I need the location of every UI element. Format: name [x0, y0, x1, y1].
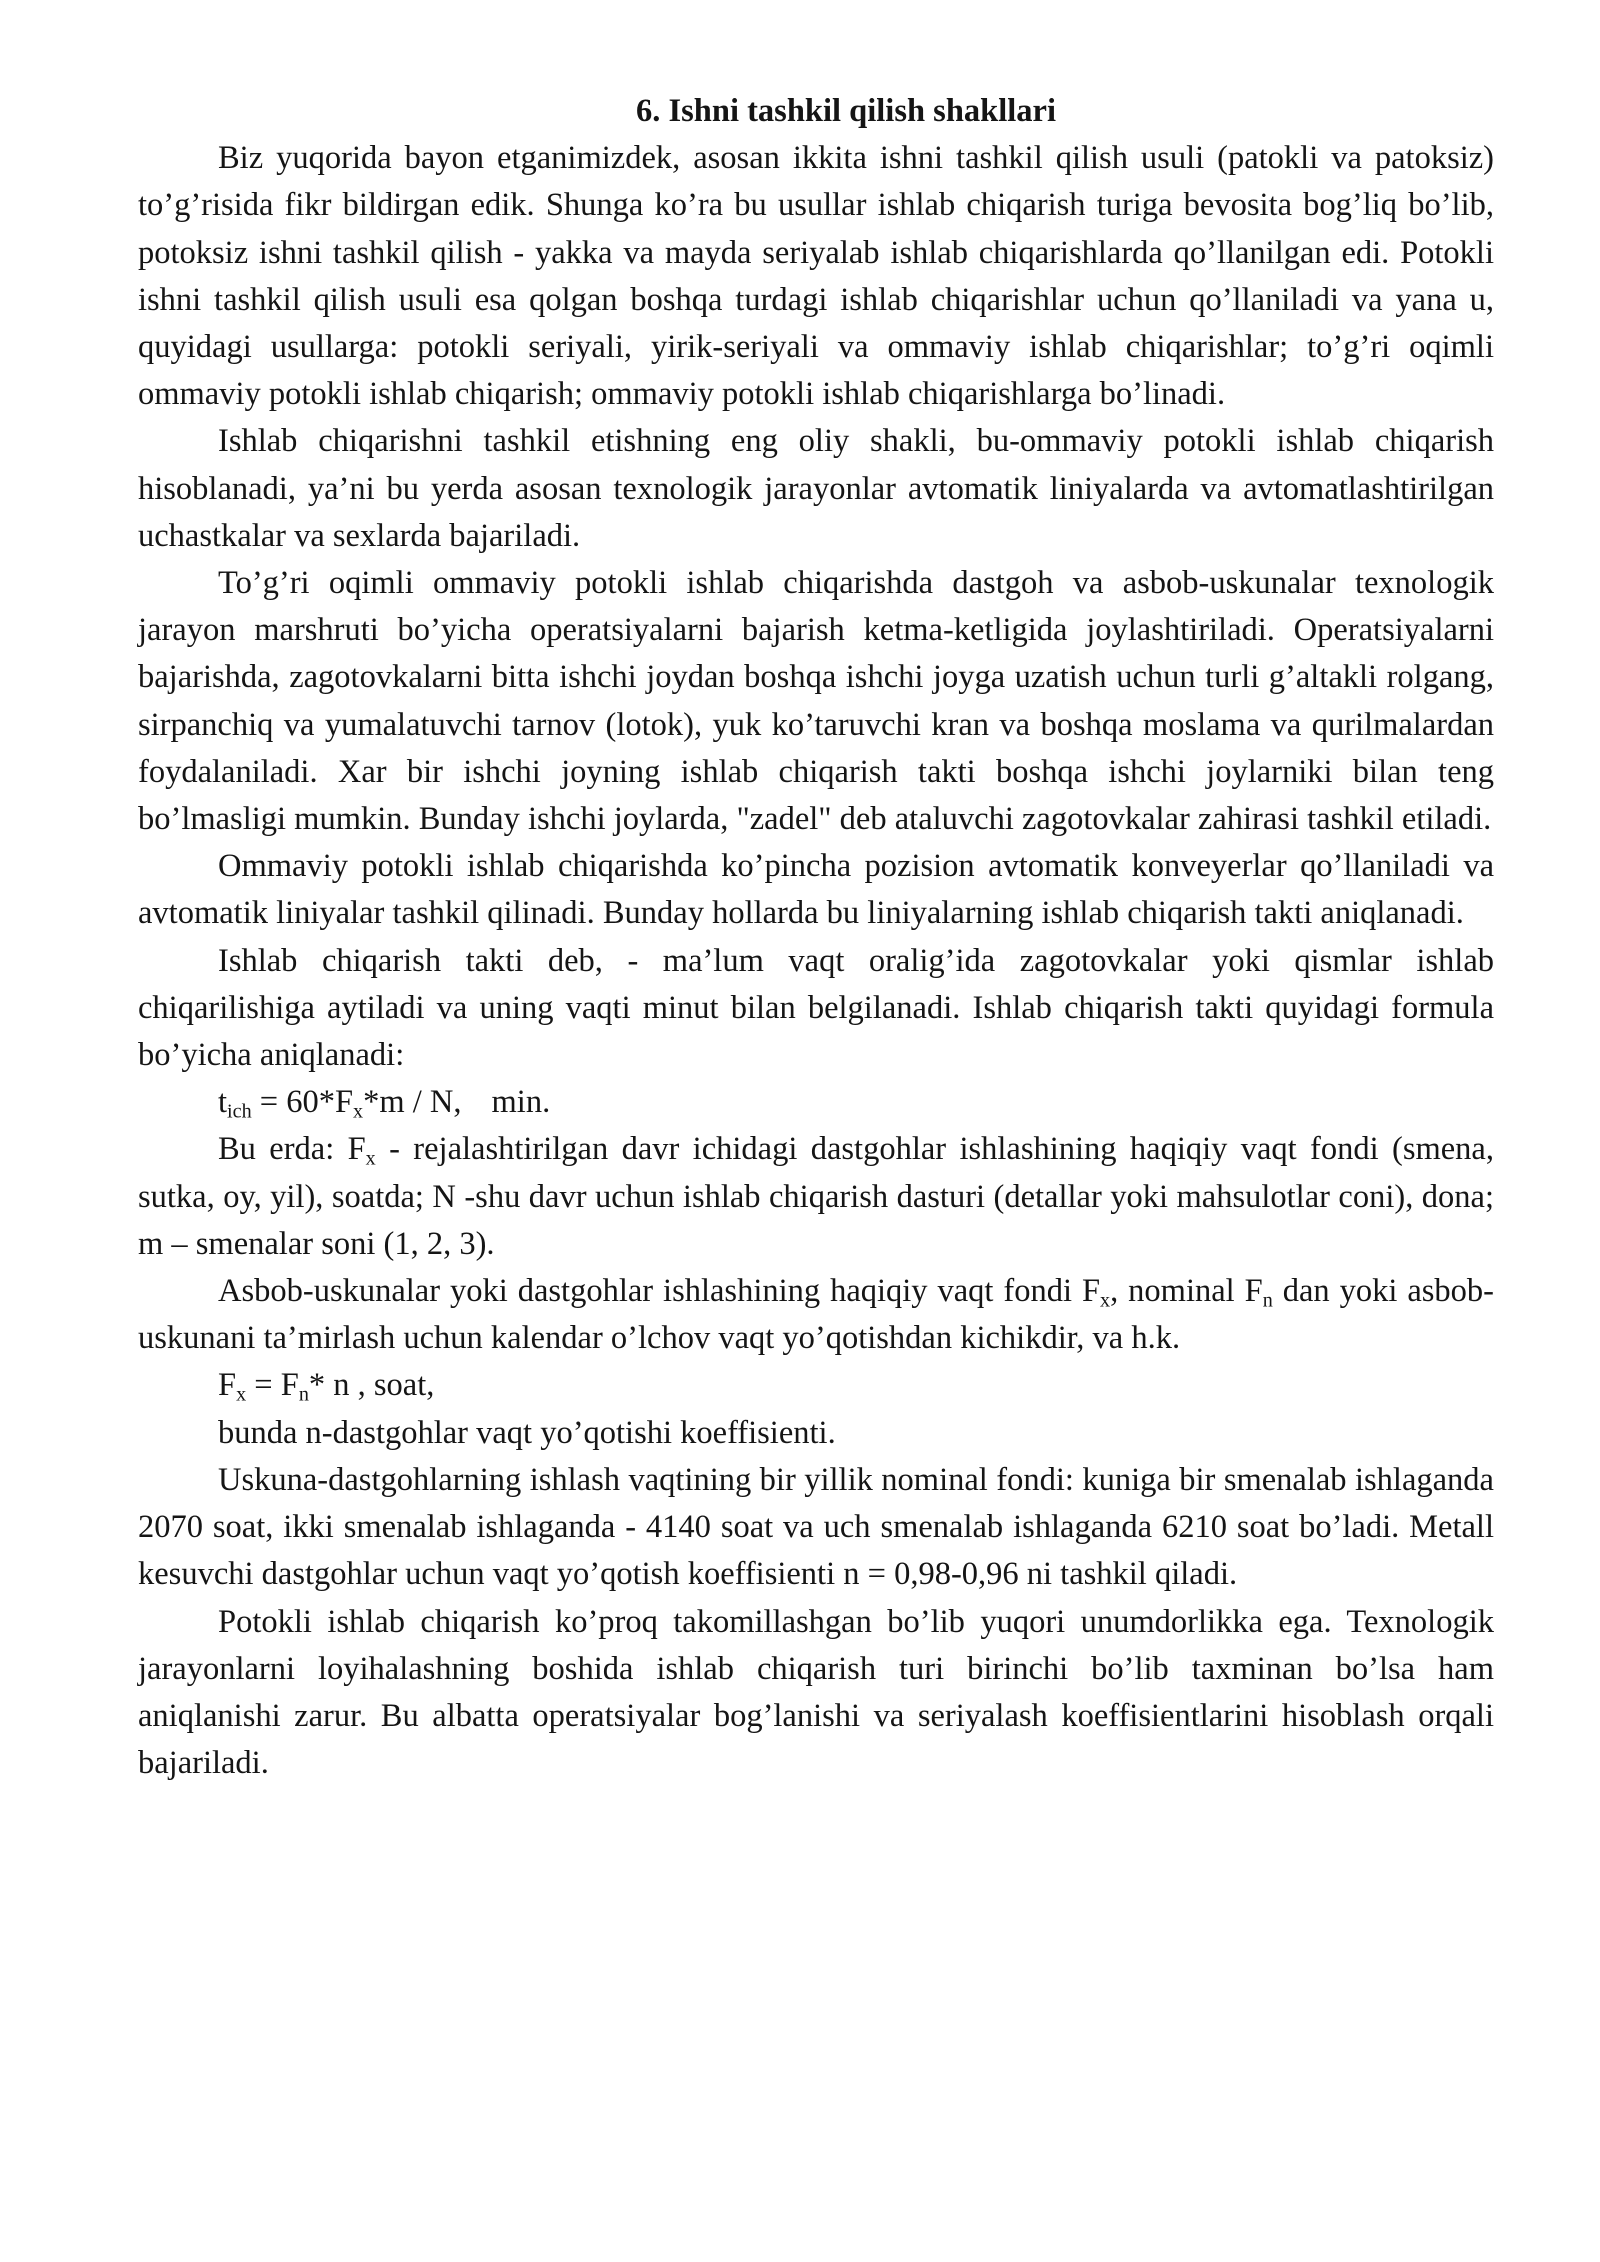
formula-t-subscript: ich	[227, 1100, 252, 1123]
document-page	[138, 88, 1494, 1787]
paragraph-conveyors: Ommaviy potokli ishlab chiqarishda ko’pincha pozision avtomatik konveyerlar qo’llaniladi va avtomatik liniyalar tashkil qilinadi. Bunday hollarda bu liniyalarning ishlab chiqarish takti aniqlanadi.	[138, 848, 1494, 932]
paragraph-intro: Biz yuqorida bayon etganimizdek, asosan ikkita ishni tashkil qilish usuli (patokli va patoksiz) to’g’risida fikr bildirgan edik. Shunga ko’ra bu usullar ishlab chiqarish turiga bevosita bog’liq bo’lib, potoksiz ishni tashkil qilish - yakka va mayda seriyalab ishlab chiqarishlarda qo’llanilgan edi. Potokli ishni tashkil qilish usuli esa qolgan boshqa turdagi ishlab chiqarishlar uchun qo’llaniladi va yana u, quyidagi usullarga: potokli seriyali, yirik-seriyali va ommaviy ishlab chiqarishlar; to’g’ri oqimli ommaviy potokli ishlab chiqarish; ommaviy potokli ishlab chiqarishlarga bo’linadi.	[138, 140, 1494, 413]
formula-note: bunda n-dastgohlar vaqt yo’qotishi koeffisienti.	[218, 1414, 836, 1451]
formula2-fn-subscript: n	[298, 1384, 309, 1407]
formula-f-subscript: x	[353, 1100, 364, 1123]
fund-formula	[138, 1362, 1494, 1409]
formula-mid: = 60*F	[251, 1084, 354, 1121]
formula-t: t	[218, 1084, 228, 1121]
paragraph-straight-flow: To’g’ri oqimli ommaviy potokli ishlab chiqarishda dastgoh va asbob-uskunalar texnologik jarayon marshruti bo’yicha operatsiyalarni bajarish ketma-ketligida joylashtiriladi. Operatsiyalarni bajarishda, zagotovkalarni bitta ishchi joydan boshqa ishchi joyga uzatish uchun turli g’altakli rolgang, sirpanchiq va yumalatuvchi tarnov (lotok), yuk ko’taruvchi kran va boshqa moslama va qurilmalardan foydalaniladi. Xar bir ishchi joyning ishlab chiqarish takti boshqa ishchi joylarniki bilan teng bo’lmasligi mumkin. Bunday ishchi joylarda, "zadel" deb ataluvchi zagotovkalar zahirasi tashkil etiladi.	[138, 565, 1494, 838]
formula2-f: F	[218, 1367, 237, 1404]
explain-f-subscript: x	[365, 1148, 376, 1171]
explain-lead: Bu erda: F	[218, 1131, 366, 1168]
paragraph-takt-definition: Ishlab chiqarish takti deb, - ma’lum vaqt oralig’ida zagotovkalar yoki qismlar ishlab chiqarilishiga aytiladi va uning vaqti minut bilan belgilanadi. Ishlab chiqarish takti quyidagi formula bo’yicha aniqlanadi:	[138, 942, 1494, 1074]
formula2-eq: = F	[246, 1367, 299, 1404]
fund-fx-subscript: x	[1100, 1289, 1111, 1312]
fund-mid: , nominal F	[1110, 1273, 1263, 1310]
paragraph-time-fund	[138, 1268, 1494, 1362]
formula-rest: *m / N,	[363, 1084, 462, 1121]
paragraph-nominal-fund: Uskuna-dastgohlarning ishlash vaqtining bir yillik nominal fondi: kuniga bir smenalab ishlaganda 2070 soat, ikki smenalab ishlaganda - 4140 soat va uch smenalab ishlaganda 6210 soat bo’ladi. Metall kesuvchi dastgohlar uchun vaqt yo’qotish koeffisienti n = 0,98-0,96 ni tashkil qiladi.	[138, 1461, 1494, 1593]
fund-lead: Asbob-uskunalar yoki dastgohlar ishlashining haqiqiy vaqt fondi F	[218, 1273, 1101, 1310]
section-title: 6. Ishni tashkil qilish shakllari	[636, 93, 1056, 129]
paragraph-explanation	[138, 1126, 1494, 1268]
fund-fn-subscript: n	[1262, 1289, 1273, 1312]
paragraph-flow-production: Potokli ishlab chiqarish ko’proq takomillashgan bo’lib yuqori unumdorlikka ega. Texnologik jarayonlarni loyihalashning boshida ishlab chiqarish turi birinchi bo’lib taxminan bo’lsa ham aniqlanishi zarur. Bu albatta operatsiyalar bog’lanishi va seriyalash koeffisientlarini hisoblash orqali bajariladi.	[138, 1603, 1494, 1782]
explain-rest: - rejalashtirilgan davr ichidagi dastgohlar ishlashining haqiqiy vaqt fondi (smena, sutka, oy, yil), soatda; N -shu davr uchun ishlab chiqarish dasturi (detallar yoki mahsulotlar coni), dona; m – smenalar soni (1, 2, 3).	[138, 1131, 1494, 1262]
formula-unit: min.	[491, 1084, 551, 1121]
formula2-fx-subscript: x	[236, 1384, 247, 1407]
fund-rest: dan yoki asbob-uskunani ta’mirlash uchun kalendar o’lchov vaqt yo’qotishdan kichikdir, va h.k.	[138, 1273, 1494, 1357]
takt-formula	[138, 1079, 1494, 1126]
paragraph-highest-form: Ishlab chiqarishni tashkil etishning eng oliy shakli, bu-ommaviy potokli ishlab chiqarish hisoblanadi, ya’ni bu yerda asosan texnologik jarayonlar avtomatik liniyalarda va avtomatlashtirilgan uchastkalar va sexlarda bajariladi.	[138, 423, 1494, 554]
formula2-rest: * n , soat,	[308, 1367, 435, 1404]
